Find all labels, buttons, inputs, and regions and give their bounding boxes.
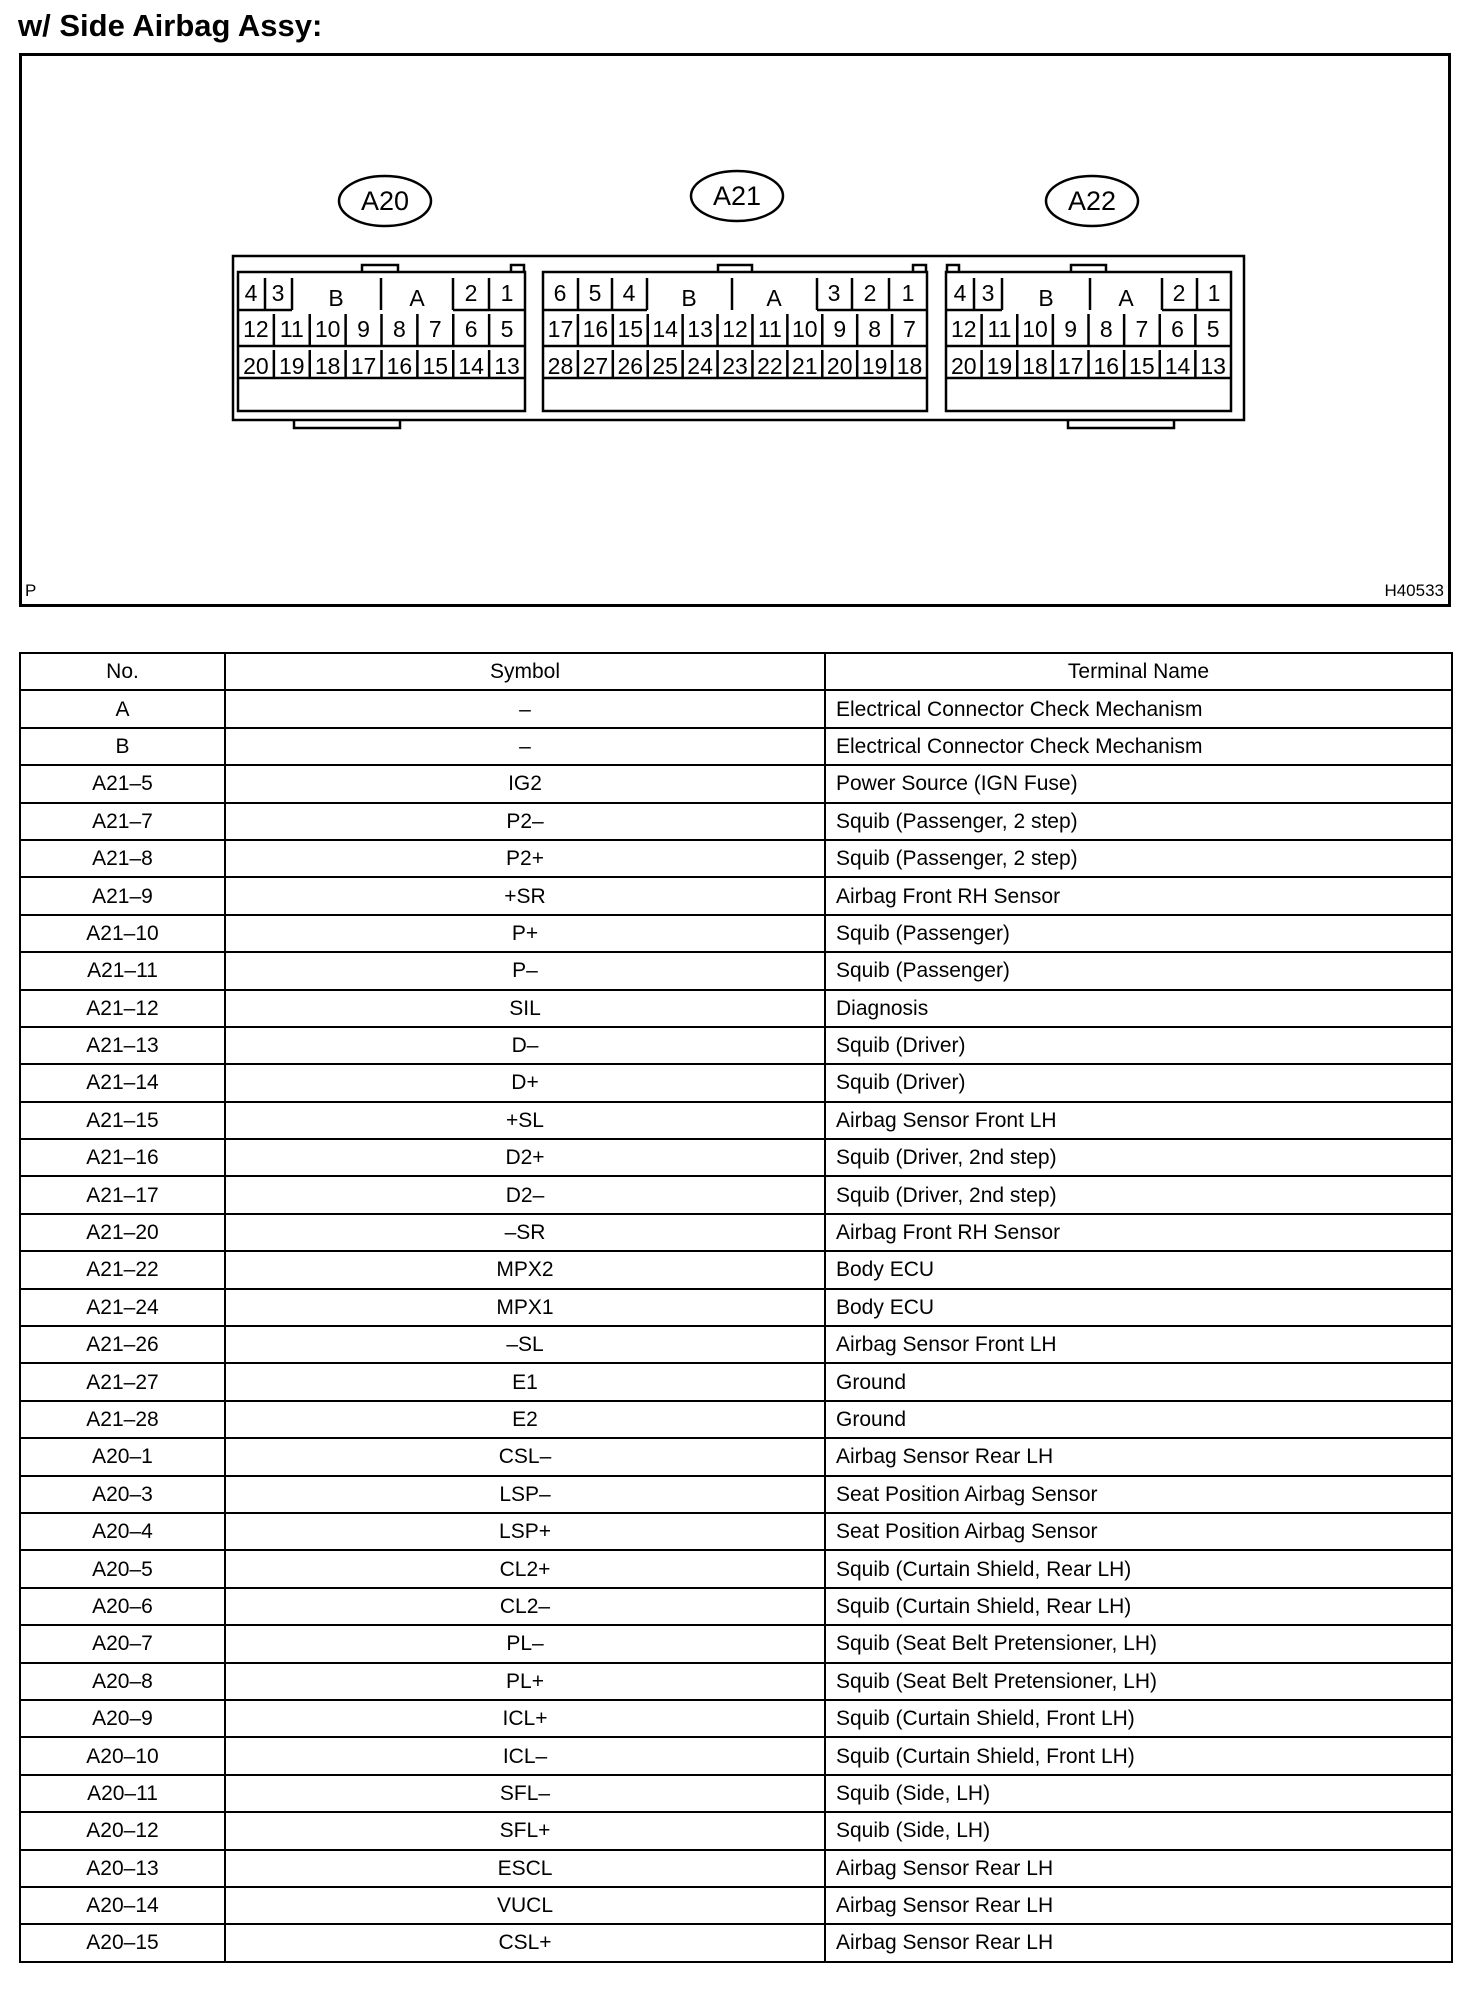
terminal-symbol: SIL xyxy=(225,990,825,1027)
terminal-symbol: CL2+ xyxy=(225,1550,825,1587)
pin-a21: 2 xyxy=(863,280,877,306)
terminal-symbol: ICL+ xyxy=(225,1700,825,1737)
table-row xyxy=(20,1289,1452,1326)
connector-drawing xyxy=(22,56,1448,604)
terminal-no: A21–5 xyxy=(20,765,225,802)
pin-a22: 20 xyxy=(951,353,977,379)
pin-a21: 17 xyxy=(547,316,574,342)
pin-a21: 12 xyxy=(722,316,748,342)
terminal-symbol: P+ xyxy=(225,915,825,952)
terminal-symbol: D2– xyxy=(225,1176,825,1213)
terminal-symbol: ICL– xyxy=(225,1737,825,1774)
terminal-symbol: LSP+ xyxy=(225,1513,825,1550)
terminal-symbol: MPX1 xyxy=(225,1289,825,1326)
terminal-symbol: SFL– xyxy=(225,1775,825,1812)
table-row xyxy=(20,1476,1452,1513)
terminal-name: Squib (Passenger, 2 step) xyxy=(825,840,1452,877)
terminal-symbol: P2+ xyxy=(225,840,825,877)
pin-a22: 3 xyxy=(981,280,995,306)
check-mechanism-b-a22: B xyxy=(1038,285,1054,311)
terminal-no: A21–28 xyxy=(20,1401,225,1438)
table-row xyxy=(20,1214,1452,1251)
pin-a20: 5 xyxy=(500,316,514,342)
table-row xyxy=(20,1663,1452,1700)
terminal-no: A21–24 xyxy=(20,1289,225,1326)
terminal-symbol: E1 xyxy=(225,1363,825,1400)
pin-a21: 18 xyxy=(896,353,923,379)
terminal-symbol: PL+ xyxy=(225,1663,825,1700)
terminal-no: A20–9 xyxy=(20,1700,225,1737)
terminal-symbol: CSL– xyxy=(225,1438,825,1475)
terminal-no: A21–9 xyxy=(20,877,225,914)
pin-a22: 13 xyxy=(1200,353,1226,379)
pin-a20: 3 xyxy=(271,280,285,306)
terminal-no: A21–11 xyxy=(20,952,225,989)
pin-a20: 20 xyxy=(243,353,269,379)
terminal-no: A20–8 xyxy=(20,1663,225,1700)
pin-a22: 16 xyxy=(1093,353,1120,379)
pin-a20: 1 xyxy=(500,280,514,306)
terminal-no: A20–11 xyxy=(20,1775,225,1812)
pin-a22: 15 xyxy=(1129,353,1155,379)
pin-a20: 14 xyxy=(458,353,484,379)
terminal-name: Body ECU xyxy=(825,1289,1452,1326)
pin-a21: 27 xyxy=(582,353,609,379)
table-row xyxy=(20,952,1452,989)
pin-a22: 7 xyxy=(1135,316,1149,342)
terminal-name: Squib (Seat Belt Pretensioner, LH) xyxy=(825,1663,1452,1700)
pin-a21: 5 xyxy=(588,280,602,306)
terminal-no: A20–3 xyxy=(20,1476,225,1513)
terminal-symbol: – xyxy=(225,690,825,727)
terminal-no: A20–4 xyxy=(20,1513,225,1550)
terminal-name: Airbag Sensor Rear LH xyxy=(825,1850,1452,1887)
pin-a21: 15 xyxy=(617,316,644,342)
figure-id: H40533 xyxy=(1384,581,1444,600)
terminal-no: A20–1 xyxy=(20,1438,225,1475)
terminal-name: Squib (Driver) xyxy=(825,1027,1452,1064)
terminal-symbol: D– xyxy=(225,1027,825,1064)
terminal-name: Airbag Sensor Rear LH xyxy=(825,1924,1452,1961)
pin-a22: 19 xyxy=(986,353,1013,379)
terminal-name: Squib (Driver, 2nd step) xyxy=(825,1139,1452,1176)
pin-a21: 10 xyxy=(792,316,818,342)
pin-a22: 14 xyxy=(1164,353,1191,379)
terminal-symbol: –SR xyxy=(225,1214,825,1251)
table-row xyxy=(20,1064,1452,1101)
pin-a21: 16 xyxy=(582,316,609,342)
table-row xyxy=(20,1850,1452,1887)
terminal-name: Power Source (IGN Fuse) xyxy=(825,765,1452,802)
pin-a20: 15 xyxy=(422,353,449,379)
pin-a21: 25 xyxy=(652,353,678,379)
terminal-name: Seat Position Airbag Sensor xyxy=(825,1476,1452,1513)
pin-a20: 16 xyxy=(386,353,413,379)
pin-a22: 6 xyxy=(1171,316,1184,342)
pin-a22: 11 xyxy=(987,316,1012,342)
terminal-symbol: MPX2 xyxy=(225,1251,825,1288)
pin-a21: 7 xyxy=(903,316,916,342)
table-row xyxy=(20,1700,1452,1737)
table-row xyxy=(20,1102,1452,1139)
terminal-no: A20–6 xyxy=(20,1588,225,1625)
terminal-symbol: CSL+ xyxy=(225,1924,825,1961)
terminal-name: Squib (Driver, 2nd step) xyxy=(825,1176,1452,1213)
terminal-no: A21–15 xyxy=(20,1102,225,1139)
terminal-name: Squib (Curtain Shield, Front LH) xyxy=(825,1700,1452,1737)
pin-a20: 7 xyxy=(428,316,442,342)
check-mechanism-a-a21: A xyxy=(766,285,782,311)
terminal-symbol: LSP– xyxy=(225,1476,825,1513)
terminal-symbol: –SL xyxy=(225,1326,825,1363)
terminal-symbol: E2 xyxy=(225,1401,825,1438)
table-row xyxy=(20,1363,1452,1400)
terminal-symbol: P2– xyxy=(225,803,825,840)
terminal-no: A20–13 xyxy=(20,1850,225,1887)
table-row xyxy=(20,1625,1452,1662)
terminal-symbol: VUCL xyxy=(225,1887,825,1924)
terminal-name: Airbag Front RH Sensor xyxy=(825,877,1452,914)
pin-a22: 9 xyxy=(1064,316,1078,342)
terminal-name: Squib (Curtain Shield, Front LH) xyxy=(825,1737,1452,1774)
terminal-no: A20–12 xyxy=(20,1812,225,1849)
pin-a20: 2 xyxy=(464,280,478,306)
terminal-name: Airbag Sensor Front LH xyxy=(825,1326,1452,1363)
terminal-name: Squib (Side, LH) xyxy=(825,1775,1452,1812)
table-row xyxy=(20,1550,1452,1587)
pin-a20: 18 xyxy=(314,353,341,379)
pin-a22: 17 xyxy=(1057,353,1084,379)
connector-label-a22: A22 xyxy=(1067,186,1117,216)
table-row xyxy=(20,1812,1452,1849)
pin-a21: 24 xyxy=(687,353,713,379)
pin-a22: 12 xyxy=(951,316,977,342)
terminal-no: A21–26 xyxy=(20,1326,225,1363)
pin-a22: 18 xyxy=(1022,353,1048,379)
pin-a20: 17 xyxy=(350,353,377,379)
terminal-name: Squib (Curtain Shield, Rear LH) xyxy=(825,1550,1452,1587)
pin-a20: 19 xyxy=(279,353,305,379)
terminal-no: A21–22 xyxy=(20,1251,225,1288)
terminal-name: Squib (Side, LH) xyxy=(825,1812,1452,1849)
terminal-name: Airbag Sensor Rear LH xyxy=(825,1887,1452,1924)
table-row xyxy=(20,1737,1452,1774)
pin-a20: 8 xyxy=(393,316,406,342)
pin-a21: 26 xyxy=(617,353,644,379)
table-row xyxy=(20,1027,1452,1064)
pin-a21: 8 xyxy=(868,316,882,342)
terminal-symbol: SFL+ xyxy=(225,1812,825,1849)
terminal-no: A21–10 xyxy=(20,915,225,952)
pin-a21: 3 xyxy=(827,280,841,306)
table-header-row xyxy=(20,653,1452,690)
terminal-no: A21–14 xyxy=(20,1064,225,1101)
pin-a22: 2 xyxy=(1172,280,1186,306)
pin-a21: 19 xyxy=(861,353,888,379)
check-mechanism-a-a22: A xyxy=(1118,285,1134,311)
header-symbol: Symbol xyxy=(225,653,825,690)
table-row xyxy=(20,1513,1452,1550)
table-row xyxy=(20,1887,1452,1924)
table-row xyxy=(20,1438,1452,1475)
connector-diagram xyxy=(19,53,1451,607)
pin-a20: 13 xyxy=(494,353,520,379)
connector-label-a21: A21 xyxy=(712,181,762,211)
table-row xyxy=(20,1775,1452,1812)
terminal-name: Squib (Driver) xyxy=(825,1064,1452,1101)
terminal-no: A20–5 xyxy=(20,1550,225,1587)
pin-a20: 6 xyxy=(464,316,478,342)
terminal-no: A xyxy=(20,690,225,727)
terminal-symbol: IG2 xyxy=(225,765,825,802)
table-row xyxy=(20,1924,1452,1961)
pin-a21: 21 xyxy=(792,353,818,379)
terminal-symbol: CL2– xyxy=(225,1588,825,1625)
table-row xyxy=(20,803,1452,840)
terminal-name: Electrical Connector Check Mechanism xyxy=(825,690,1452,727)
pin-a22: 10 xyxy=(1022,316,1048,342)
terminal-name: Airbag Front RH Sensor xyxy=(825,1214,1452,1251)
table-row xyxy=(20,1251,1452,1288)
header-terminal-name: Terminal Name xyxy=(825,653,1452,690)
table-row xyxy=(20,1139,1452,1176)
terminal-no: A21–7 xyxy=(20,803,225,840)
terminal-no: A21–13 xyxy=(20,1027,225,1064)
check-mechanism-b-a20: B xyxy=(328,285,344,311)
terminal-name: Ground xyxy=(825,1401,1452,1438)
pin-a21: 14 xyxy=(652,316,678,342)
terminal-name: Airbag Sensor Rear LH xyxy=(825,1438,1452,1475)
pin-a20: 9 xyxy=(357,316,370,342)
pin-a21: 13 xyxy=(687,316,713,342)
corner-label: P xyxy=(25,581,37,600)
terminal-no: A20–7 xyxy=(20,1625,225,1662)
table-row xyxy=(20,1326,1452,1363)
table-row xyxy=(20,990,1452,1027)
terminal-symbol: ESCL xyxy=(225,1850,825,1887)
terminal-no: A20–14 xyxy=(20,1887,225,1924)
terminal-symbol: +SL xyxy=(225,1102,825,1139)
terminal-no: B xyxy=(20,728,225,765)
table-row xyxy=(20,690,1452,727)
terminal-name: Diagnosis xyxy=(825,990,1452,1027)
pin-a21: 20 xyxy=(826,353,853,379)
check-mechanism-b-a21: B xyxy=(681,285,697,311)
table-row xyxy=(20,765,1452,802)
terminal-table xyxy=(19,652,1453,1963)
pin-a22: 5 xyxy=(1206,316,1220,342)
check-mechanism-a-a20: A xyxy=(409,285,425,311)
pin-a20: 12 xyxy=(243,316,269,342)
table-row xyxy=(20,1401,1452,1438)
terminal-symbol: D2+ xyxy=(225,1139,825,1176)
terminal-no: A21–8 xyxy=(20,840,225,877)
terminal-no: A21–12 xyxy=(20,990,225,1027)
terminal-name: Body ECU xyxy=(825,1251,1452,1288)
terminal-no: A21–20 xyxy=(20,1214,225,1251)
table-row xyxy=(20,1176,1452,1213)
terminal-no: A21–16 xyxy=(20,1139,225,1176)
terminal-no: A21–27 xyxy=(20,1363,225,1400)
table-row xyxy=(20,1588,1452,1625)
terminal-symbol: +SR xyxy=(225,877,825,914)
table-row xyxy=(20,840,1452,877)
terminal-name: Airbag Sensor Front LH xyxy=(825,1102,1452,1139)
terminal-no: A20–10 xyxy=(20,1737,225,1774)
page-title: w/ Side Airbag Assy: xyxy=(18,8,323,43)
terminal-no: A21–17 xyxy=(20,1176,225,1213)
terminal-symbol: – xyxy=(225,728,825,765)
terminal-symbol: P– xyxy=(225,952,825,989)
pin-a21: 23 xyxy=(722,353,748,379)
pin-a20: 11 xyxy=(279,316,304,342)
pin-a21: 4 xyxy=(622,280,636,306)
pin-a22: 4 xyxy=(953,280,967,306)
pin-a21: 6 xyxy=(553,280,567,306)
header-no: No. xyxy=(20,653,225,690)
pin-a20: 4 xyxy=(244,280,258,306)
pin-a21: 9 xyxy=(833,316,847,342)
pin-a21: 11 xyxy=(757,316,782,342)
terminal-symbol: PL– xyxy=(225,1625,825,1662)
pin-a20: 10 xyxy=(314,316,341,342)
terminal-symbol: D+ xyxy=(225,1064,825,1101)
terminal-name: Squib (Curtain Shield, Rear LH) xyxy=(825,1588,1452,1625)
pin-a22: 1 xyxy=(1207,280,1221,306)
connector-label-a20: A20 xyxy=(360,186,410,216)
terminal-name: Electrical Connector Check Mechanism xyxy=(825,728,1452,765)
table-row xyxy=(20,877,1452,914)
terminal-name: Squib (Passenger) xyxy=(825,915,1452,952)
terminal-name: Squib (Seat Belt Pretensioner, LH) xyxy=(825,1625,1452,1662)
terminal-no: A20–15 xyxy=(20,1924,225,1961)
terminal-name: Seat Position Airbag Sensor xyxy=(825,1513,1452,1550)
table-row xyxy=(20,728,1452,765)
terminal-name: Squib (Passenger) xyxy=(825,952,1452,989)
pin-a21: 28 xyxy=(547,353,574,379)
table-row xyxy=(20,915,1452,952)
pin-a22: 8 xyxy=(1099,316,1113,342)
terminal-name: Ground xyxy=(825,1363,1452,1400)
terminal-name: Squib (Passenger, 2 step) xyxy=(825,803,1452,840)
pin-a21: 1 xyxy=(901,280,915,306)
pin-a21: 22 xyxy=(757,353,783,379)
